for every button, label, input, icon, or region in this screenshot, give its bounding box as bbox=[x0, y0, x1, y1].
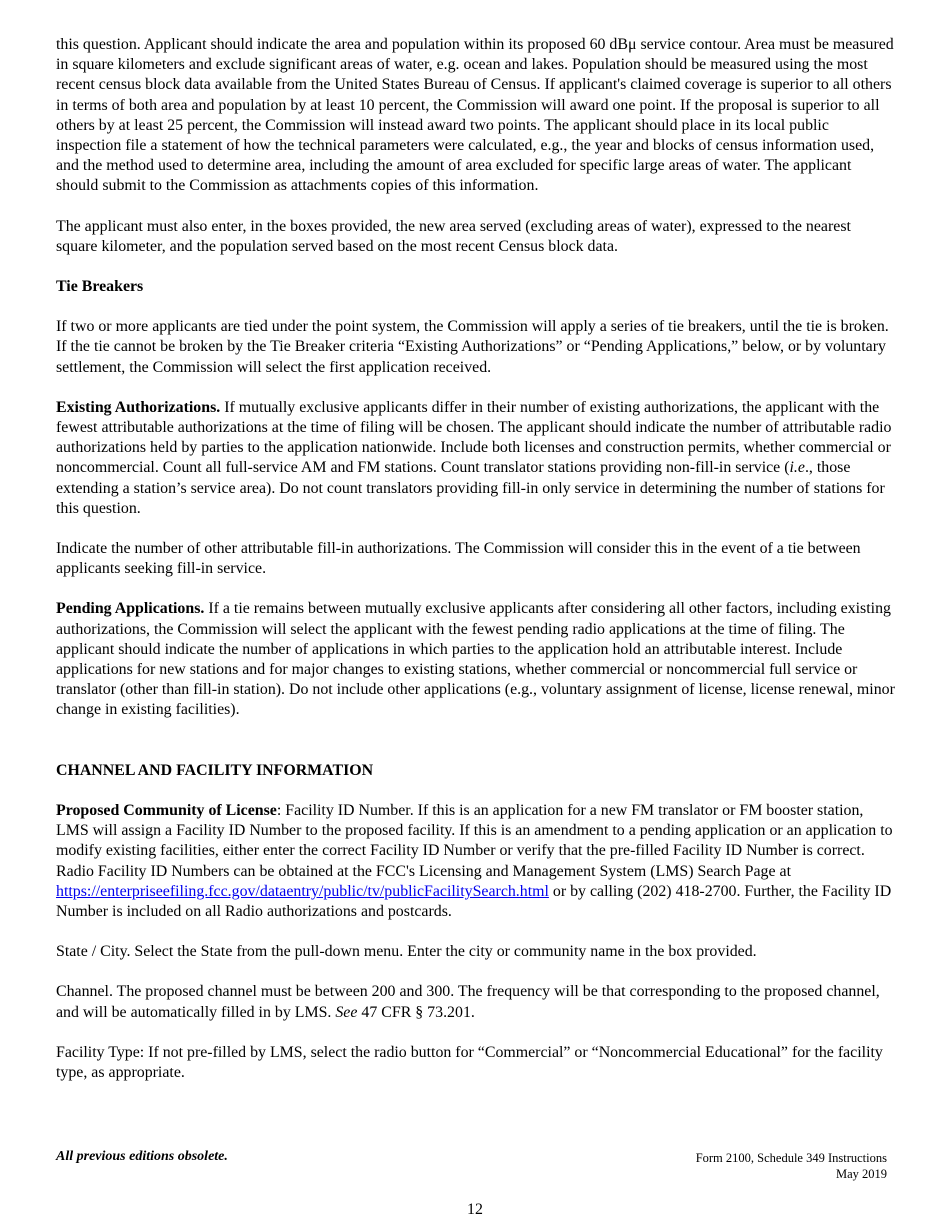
channel-text-a: Channel. The proposed channel must be between 200 and 300. The frequency will be that corresponding to the proposed channel, and will be automatically filled in by LMS. bbox=[56, 983, 880, 1021]
facility-type-paragraph: Facility Type: If not pre-filled by LMS, select the radio button for “Commercial” or “Noncommercial Educational” for the facility type, as appropriate. bbox=[56, 1043, 883, 1081]
lms-facility-search-link[interactable]: https://enterpriseefiling.fcc.gov/dataentry/public/tv/publicFacilitySearch.html bbox=[56, 882, 549, 900]
footer-form-info bbox=[696, 1150, 887, 1182]
channel-text-b: 47 CFR § 73.201. bbox=[357, 1003, 475, 1021]
footer-obsolete-note: All previous editions obsolete. bbox=[56, 1149, 228, 1164]
footer-form-date: May 2019 bbox=[835, 1167, 887, 1181]
existing-authorizations-text-a: If mutually exclusive applicants differ in their number of existing authorizations, the applicant with the fewest attributable authorizations at the time of filing will be chosen. The applicant should indicate the number of attributable radio authorizations held by parties to the application nationwide. Include both licenses and construction permits, whether commercial or noncommercial. Count all full-service AM and FM stations. Count translator stations providing non-fill-in service ( bbox=[56, 398, 892, 477]
pending-applications-paragraph bbox=[56, 599, 896, 720]
pending-applications-text: If a tie remains between mutually exclusive applicants after considering all other factors, including existing authorizations, the Commission will select the applicant with the fewest pending radio applications at the time of filing. The applicant should indicate the number of applications in which parties to the application hold an attributable interest. Include applications for new stations and for major changes to existing stations, whether commercial or noncommercial full service or translator (other than fill-in station). Do not include other applications (e.g., voluntary assignment of license, license renewal, minor change in existing facilities). bbox=[56, 600, 895, 719]
community-of-license-text-a: : Facility ID Number. If this is an application for a new FM translator or FM booster station, LMS will assign a Facility ID Number to the proposed facility. If this is an amendment to a pending application or an application to modify existing facilities, either enter the correct Facility ID Number or verify that the pre-filled Facility ID Number is correct. Radio Facility ID Numbers can be obtained at the FCC's Licensing and Management System (LMS) Search Page at bbox=[56, 801, 893, 880]
state-city-paragraph: State / City. Select the State from the pull-down menu. Enter the city or community name in the box provided. bbox=[56, 943, 757, 961]
footer-form-title: Form 2100, Schedule 349 Instructions bbox=[695, 1151, 887, 1165]
page-number: 12 bbox=[467, 1201, 483, 1218]
existing-authorizations-italic: i.e bbox=[789, 459, 805, 477]
channel-see-italic: See bbox=[335, 1003, 358, 1021]
community-of-license-text-b: or by calling (202) 418-2700. Further, the Facility ID Number is included on all Radio authorizations and postcards. bbox=[56, 882, 892, 920]
community-of-license-label: Proposed Community of License bbox=[56, 801, 277, 819]
channel-paragraph bbox=[56, 982, 896, 1022]
area-population-paragraph: The applicant must also enter, in the boxes provided, the new area served (excluding areas of water), expressed to the nearest square kilometer, and the population served based on the most recent Census block data. bbox=[56, 217, 851, 255]
existing-authorizations-label: Existing Authorizations. bbox=[56, 398, 221, 416]
existing-authorizations-paragraph bbox=[56, 398, 896, 519]
existing-authorizations-text-b: ., those extending a station’s service area). Do not count translators providing fill-in only service in determining the number of stations for this question. bbox=[56, 459, 885, 517]
channel-facility-heading: CHANNEL AND FACILITY INFORMATION bbox=[56, 761, 374, 779]
coverage-paragraph: this question. Applicant should indicate the area and population within its proposed 60 dBμ service contour. Area must be measured in square kilometers and exclude significant areas of water, e.g. ocean and lakes. Population should be measured using the most recent census block data available from the United States Bureau of Census. If applicant's claimed coverage is superior to all others in terms of both area and population by at least 10 percent, the Commission will award one point. If the proposal is superior to all others by at least 25 percent, the Commission will instead award two points. The applicant should place in its local public inspection file a statement of how the technical parameters were calculated, e.g., the year and blocks of census information used, and the method used to determine area, including the amount of area excluded for specific large areas of water. The applicant should submit to the Commission as attachments copies of this information. bbox=[56, 36, 894, 195]
community-of-license-paragraph bbox=[56, 801, 896, 922]
tie-breakers-intro: If two or more applicants are tied under the point system, the Commission will apply a series of tie breakers, until the tie is broken. If the tie cannot be broken by the Tie Breaker criteria “Existing Authorizations” or “Pending Applications,” below, or by voluntary settlement, the Commission will select the first application received. bbox=[56, 318, 889, 376]
fill-in-paragraph: Indicate the number of other attributable fill-in authorizations. The Commission will consider this in the event of a tie between applicants seeking fill-in service. bbox=[56, 540, 861, 578]
tie-breakers-heading: Tie Breakers bbox=[56, 278, 144, 296]
pending-applications-label: Pending Applications. bbox=[56, 600, 205, 618]
document-body bbox=[56, 35, 896, 1103]
